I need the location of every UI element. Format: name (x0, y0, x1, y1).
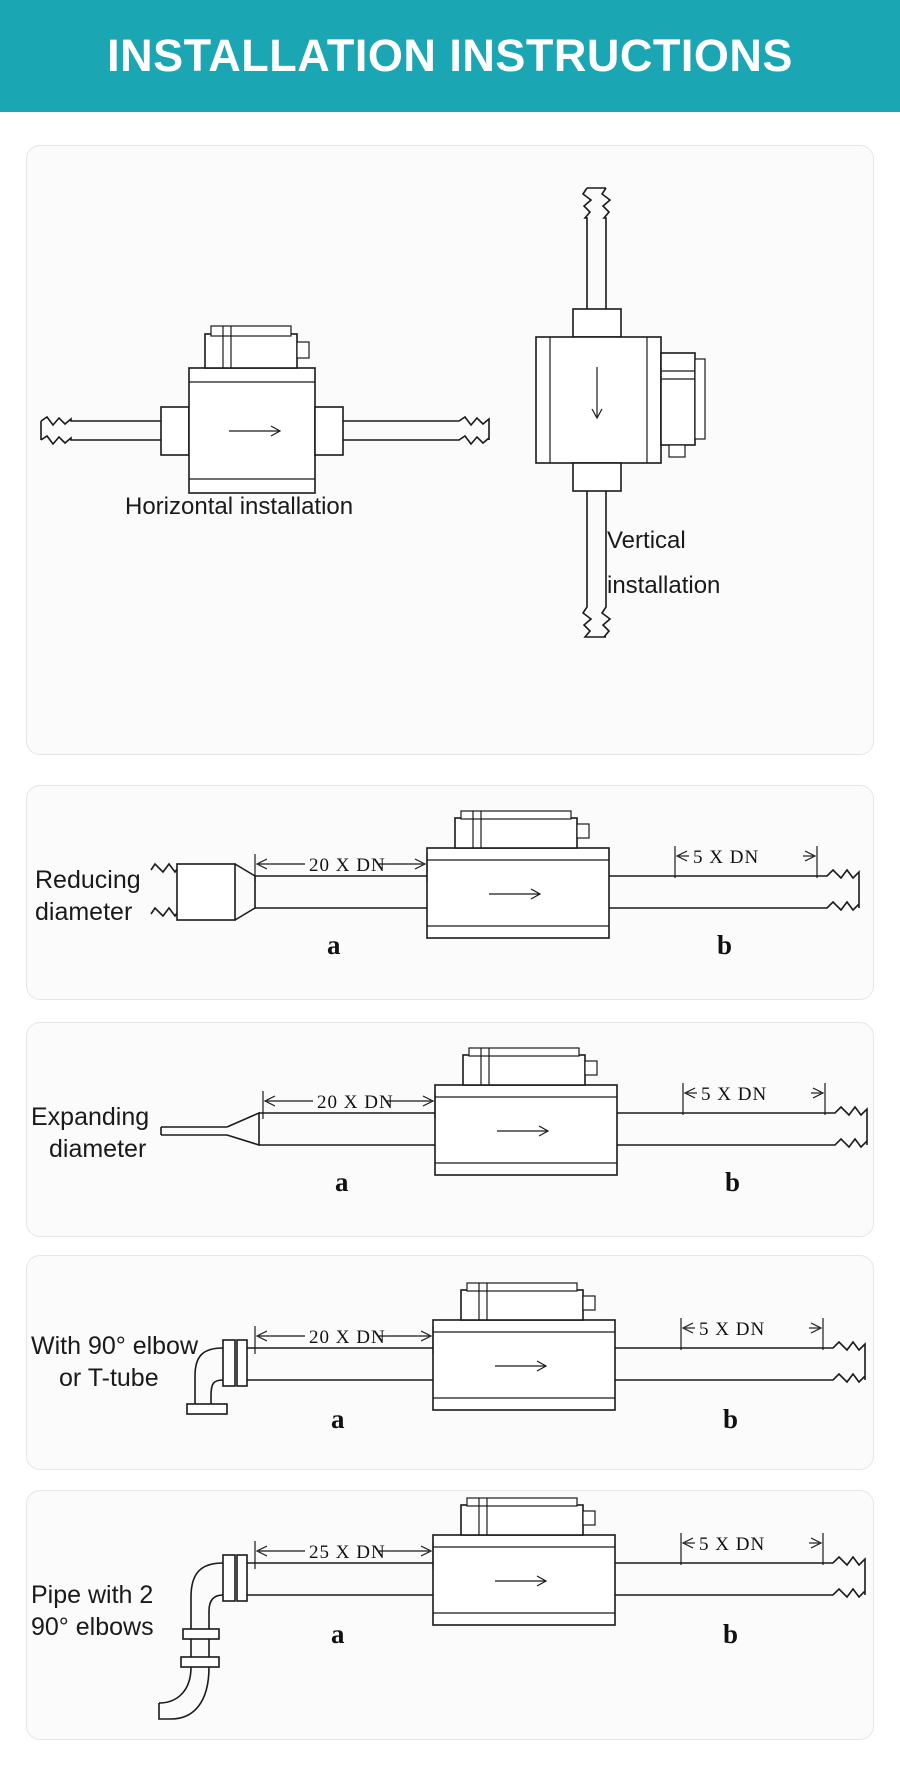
label-horizontal-installation: Horizontal installation (125, 493, 354, 520)
label-expanding-line1: Expanding (31, 1103, 150, 1131)
panel-elbow-or-tee (26, 1255, 874, 1470)
panel-expanding-diameter (26, 1022, 874, 1237)
panel-reducing-diameter (26, 785, 874, 1000)
marker-b: b (717, 930, 733, 960)
expanding-diameter-diagram (27, 1023, 873, 1236)
two-elbows-diagram (27, 1491, 873, 1739)
marker-b: b (723, 1619, 739, 1649)
dimension-downstream-text: 5 X DN (693, 847, 760, 868)
marker-b: b (725, 1167, 741, 1197)
label-elbow-line2: or T-tube (59, 1364, 159, 1392)
dimension-upstream (263, 1091, 435, 1119)
marker-a: a (331, 1619, 345, 1649)
label-two-elbows-line1: Pipe with 2 (31, 1581, 154, 1609)
dimension-downstream-text: 5 X DN (701, 1084, 768, 1105)
label-two-elbows-line2: 90° elbows (31, 1613, 154, 1641)
vertical-flowmeter (536, 188, 705, 637)
marker-a: a (331, 1404, 345, 1434)
label-vertical-installation-line1: Vertical (607, 527, 686, 554)
dimension-upstream-text: 20 X DN (309, 855, 386, 876)
dimension-upstream-text: 20 X DN (317, 1092, 394, 1113)
dimension-downstream (681, 1533, 823, 1565)
horizontal-flowmeter (41, 326, 489, 493)
orientation-diagram (27, 146, 873, 754)
label-vertical-installation-line2: installation (607, 572, 721, 599)
label-reducing-line2: diameter (35, 898, 133, 926)
marker-a: a (327, 930, 341, 960)
dimension-downstream-text: 5 X DN (699, 1534, 766, 1555)
page-header (0, 0, 900, 112)
elbow-or-tee-diagram (27, 1256, 873, 1469)
dimension-upstream-text: 20 X DN (309, 1327, 386, 1348)
page-title: INSTALLATION INSTRUCTIONS (107, 30, 793, 81)
marker-b: b (723, 1404, 739, 1434)
dimension-upstream (255, 1541, 433, 1569)
dimension-downstream (681, 1318, 823, 1350)
dimension-downstream-text: 5 X DN (699, 1319, 766, 1340)
dimension-downstream (675, 846, 817, 878)
dimension-downstream (683, 1083, 825, 1115)
marker-a: a (335, 1167, 349, 1197)
panel-orientation (26, 145, 874, 755)
label-expanding-line2: diameter (49, 1135, 147, 1163)
label-reducing-line1: Reducing (35, 866, 141, 894)
panel-two-elbows (26, 1490, 874, 1740)
reducing-diameter-diagram (27, 786, 873, 999)
dimension-upstream (255, 854, 427, 882)
dimension-upstream (255, 1326, 433, 1354)
label-elbow-line1: With 90° elbow (31, 1332, 199, 1360)
double-elbow-fitting (159, 1555, 247, 1719)
dimension-upstream-text: 25 X DN (309, 1542, 386, 1563)
